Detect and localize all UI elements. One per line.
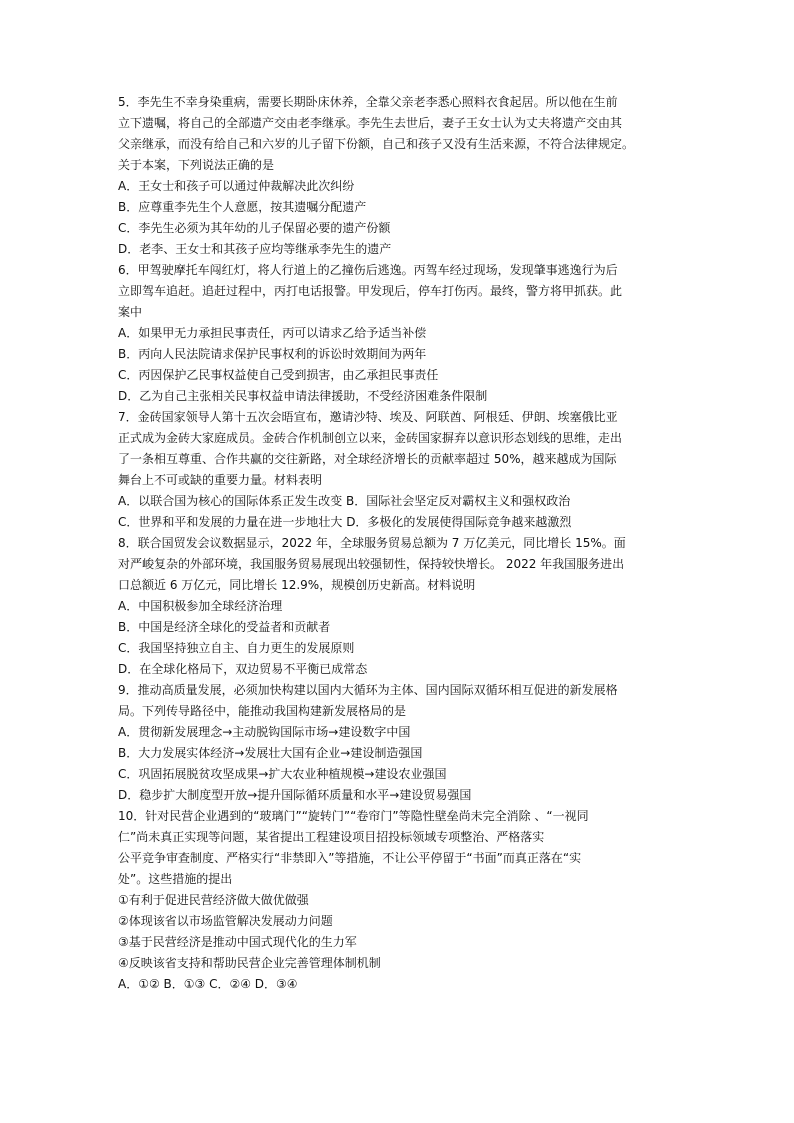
- text-line: ②体现该省以市场监管解决发展动力问题: [118, 914, 333, 928]
- text-line: ①有利于促进民营经济做大做优做强: [118, 893, 309, 907]
- text-line: 立即驾车追赶。追赶过程中，丙打电话报警。甲发现后，停车打伤丙。最终，警方将甲抓获。此: [118, 284, 623, 298]
- text-line: 9．推动高质量发展，必须加快构建以国内大循环为主体、国内国际双循环相互促进的新发展格: [118, 683, 618, 697]
- text-line: 了一条相互尊重、合作共赢的交往新路，对全球经济增长的贡献率超过 50%，越来越成为国际: [118, 452, 617, 466]
- text-line: 正式成为金砖大家庭成员。金砖合作机制创立以来，金砖国家摒弃以意识形态划线的思维，走出: [118, 431, 623, 445]
- text-line: A．中国积极参加全球经济治理: [118, 599, 283, 613]
- text-line: 案中: [118, 305, 143, 319]
- text-line: 对严峻复杂的外部环境，我国服务贸易展现出较强韧性，保持较快增长。 2022 年我国服务进出: [118, 557, 625, 571]
- text-line: B．大力发展实体经济→发展壮大国有企业→建设制造强国: [118, 746, 423, 760]
- text-line: D．老李、王女士和其孩子应均等继承李先生的遗产: [118, 242, 392, 256]
- text-line: ③基于民营经济是推动中国式现代化的生力军: [118, 935, 357, 949]
- text-line: 舞台上不可或缺的重要力量。材料表明: [118, 473, 323, 487]
- text-line: 6．甲驾驶摩托车闯红灯，将人行道上的乙撞伤后逃逸。丙驾车经过现场，发现肇事逃逸行为后: [118, 263, 618, 277]
- text-line: D．在全球化格局下，双边贸易不平衡已成常态: [118, 662, 368, 676]
- text-line: A．以联合国为核心的国际体系正发生改变 B．国际社会坚定反对霸权主义和强权政治: [118, 494, 571, 508]
- text-line: 处”。这些措施的提出: [118, 872, 233, 886]
- text-line: 关于本案，下列说法正确的是: [118, 158, 275, 172]
- text-line: B．中国是经济全球化的受益者和贡献者: [118, 620, 331, 634]
- text-line: C．巩固拓展脱贫攻坚成果→扩大农业种植规模→建设农业强国: [118, 767, 447, 781]
- text-line: C．丙因保护乙民事权益使自己受到损害，由乙承担民事责任: [118, 368, 439, 382]
- text-line: 8．联合国贸发会议数据显示，2022 年，全球服务贸易总额为 7 万亿美元，同比增长 15%。面: [118, 536, 626, 550]
- text-line: A．贯彻新发展理念→主动脱钩国际市场→建设数字中国: [118, 725, 411, 739]
- text-line: 仁”尚未真正实现等问题，某省提出工程建设项目招投标领域专项整治、严格落实: [118, 830, 545, 844]
- text-line: C．世界和平和发展的力量在进一步地壮大 D．多极化的发展使得国际竞争越来越激烈: [118, 515, 572, 529]
- text-line: 父亲继承，而没有给自己和六岁的儿子留下份额，自己和孩子又没有生活来源，不符合法律规定。: [118, 137, 635, 151]
- text-line: B．应尊重李先生个人意愿，按其遗嘱分配遗产: [118, 200, 367, 214]
- text-line: 7．金砖国家领导人第十五次会晤宣布，邀请沙特、埃及、阿联酋、阿根廷、伊朗、埃塞俄比亚: [118, 410, 618, 424]
- text-line: C．我国坚持独立自主、自力更生的发展原则: [118, 641, 355, 655]
- text-line: 5．李先生不幸身染重病，需要长期卧床休养，全靠父亲老李悉心照料衣食起居。所以他在生前: [118, 95, 618, 109]
- text-line: D．稳步扩大制度型开放→提升国际循环质量和水平→建设贸易强国: [118, 788, 472, 802]
- text-line: A．①② B．①③ C．②④ D．③④: [118, 977, 298, 991]
- text-line: 口总额近 6 万亿元，同比增长 12.9%，规模创历史新高。材料说明: [118, 578, 476, 592]
- text-line: A．王女士和孩子可以通过仲裁解决此次纠纷: [118, 179, 355, 193]
- text-line: 立下遗嘱，将自己的全部遗产交由老李继承。李先生去世后，妻子王女士认为丈夫将遗产交由其: [118, 116, 623, 130]
- text-line: ④反映该省支持和帮助民营企业完善管理体制机制: [118, 956, 381, 970]
- exam-text: [118, 92, 698, 995]
- text-line: 10．针对民营企业遇到的“玻璃门”“旋转门”“卷帘门”等隐性壁垒尚未完全消除 、“一视同: [118, 809, 589, 823]
- text-line: 局。下列传导路径中，能推动我国构建新发展格局的是: [118, 704, 407, 718]
- text-line: C．李先生必须为其年幼的儿子保留必要的遗产份额: [118, 221, 391, 235]
- text-line: B．丙向人民法院请求保护民事权利的诉讼时效期间为两年: [118, 347, 427, 361]
- text-line: 公平竞争审查制度、严格实行“非禁即入”等措施，不让公平停留于“书面”而真正落在“实: [118, 851, 582, 865]
- text-line: D．乙为自己主张相关民事权益申请法律援助，不受经济困难条件限制: [118, 389, 488, 403]
- text-line: A．如果甲无力承担民事责任，丙可以请求乙给予适当补偿: [118, 326, 427, 340]
